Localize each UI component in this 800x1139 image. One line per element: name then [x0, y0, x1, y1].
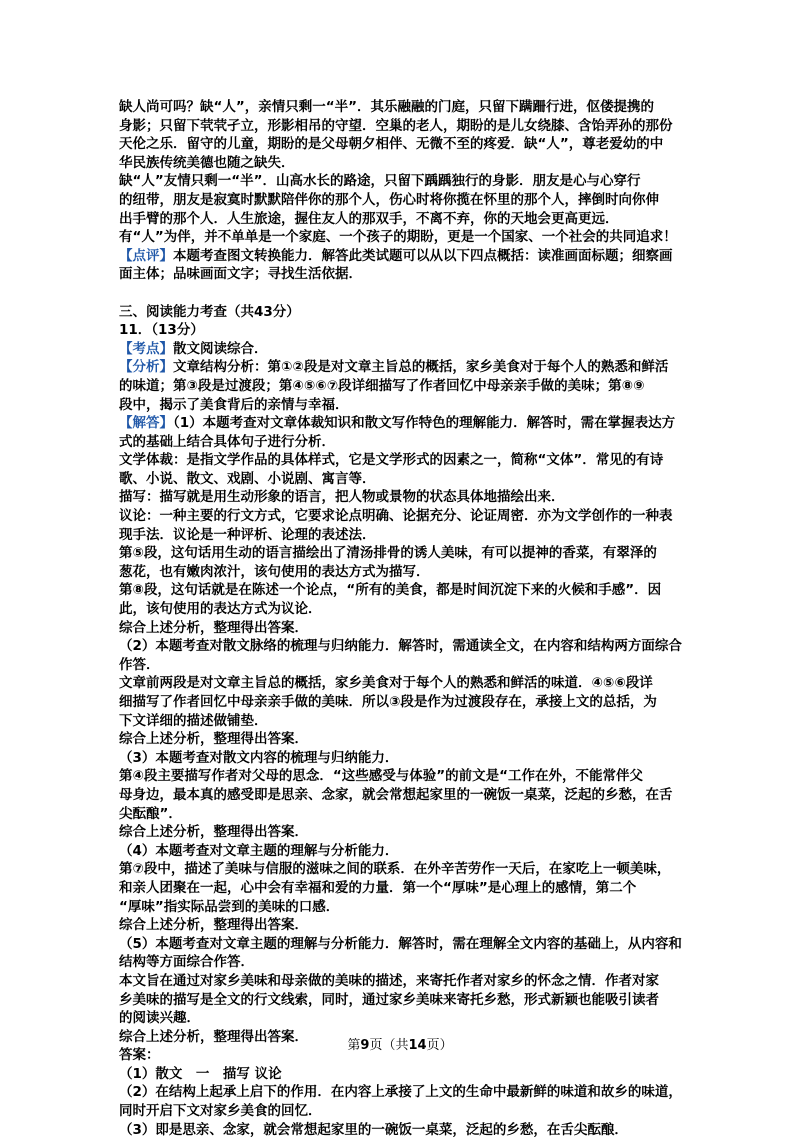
- line-text: 本文旨在通过对家乡美味和母亲做的美味的描述，来寄托作者对家乡的怀念之情．作者对家: [119, 972, 659, 989]
- text-line: [119, 730, 689, 749]
- line-text: 第⑤段，这句话用生动的语言描绘出了清汤排骨的诱人美味，有可以提神的香菜，有翠泽的: [119, 545, 657, 562]
- text-line: [119, 154, 689, 173]
- text-line: [119, 563, 689, 582]
- text-line: [119, 1083, 689, 1102]
- line-text: 面主体；品味画面文字；寻找生活依据．: [119, 266, 362, 283]
- text-line: [119, 433, 689, 452]
- text-line: [119, 247, 689, 266]
- footer-total-pages: 14: [408, 1038, 427, 1053]
- text-line: [119, 377, 689, 396]
- line-text: 本题考查图文转换能力．解答此类试题可以从以下四点概括：读准画面标题；细察画: [173, 247, 673, 264]
- line-text: 结构等方面综合作答．: [119, 954, 254, 971]
- text-line: [119, 117, 689, 136]
- text-line: [119, 396, 689, 415]
- line-text: 议论：一种主要的行文方式，它要求论点明确、论据充分、论证周密．亦为文学创作的一种表: [119, 508, 673, 525]
- line-text: 综合上述分析，整理得出答案．: [119, 1028, 308, 1045]
- section-tag: 【考点】: [119, 340, 173, 357]
- text-line: [119, 1065, 689, 1084]
- line-text: 细描写了作者回忆中母亲亲手做的美味．所以③段是作为过渡段存在，承接上文的总括，为: [119, 694, 657, 710]
- line-text: （3）本题考查对散文内容的梳理与归纳能力．: [119, 749, 399, 766]
- line-text: 的纽带，朋友是寂寞时默默陪伴你的那个人，伤心时将你揽在怀里的那个人，摔倒时向你伸: [119, 191, 659, 208]
- footer-prefix: 第: [347, 1038, 361, 1053]
- text-line: [119, 544, 689, 563]
- line-text: （1）散文 一 描写 议论: [119, 1065, 282, 1082]
- line-text: （1）本题考查对文章体裁知识和散文写作特色的理解能力．解答时，需在掌握表达方: [173, 415, 676, 432]
- text-line: [119, 98, 689, 117]
- line-text: 和亲人团聚在一起，心中会有幸福和爱的力量．第一个“厚味”是心理上的感情，第二个: [119, 879, 637, 896]
- text-line: [119, 898, 689, 917]
- line-text: （5）本题考查对文章主题的理解与分析能力．解答时，需在理解全文内容的基础上，从内容和: [119, 935, 682, 952]
- line-text: 歌、小说、散文、戏剧、小说剧、寓言等．: [119, 470, 376, 487]
- text-line: [119, 284, 689, 303]
- line-text: 综合上述分析，整理得出答案．: [119, 824, 308, 841]
- text-line: [119, 526, 689, 545]
- line-text: 华民族传统美德也随之缺失．: [119, 154, 295, 171]
- text-line: [119, 656, 689, 675]
- text-line: [119, 358, 689, 377]
- text-line: [119, 916, 689, 935]
- text-line: [119, 693, 689, 712]
- line-text: 第④段主要描写作者对父母的思念．“这些感受与体验”的前文是“工作在外，不能常伴父: [119, 768, 644, 785]
- text-line: [119, 935, 689, 954]
- text-line: [119, 767, 689, 786]
- line-text: 段中，揭示了美食背后的亲情与幸福．: [119, 396, 349, 413]
- text-line: [119, 414, 689, 433]
- line-text: 文章结构分析：第①②段是对文章主旨总的概括，家乡美食对于每个人的熟悉和鲜活: [173, 359, 669, 376]
- text-line: [119, 879, 689, 898]
- text-line: [119, 507, 689, 526]
- line-text: 同时开启下文对家乡美食的回忆．: [119, 1103, 322, 1120]
- text-line: [119, 172, 689, 191]
- line-text: 出手臂的那个人．人生旅途，握住友人的那双手，不离不弃，你的天地会更高更远．: [119, 210, 619, 227]
- footer-suffix: 页）: [426, 1038, 453, 1053]
- text-line: [119, 451, 689, 470]
- line-text: 第⑦段中，描述了美味与信服的滋味之间的联系．在外辛苦劳作一天后，在家吃上一顿美味，: [119, 861, 671, 878]
- text-line: [119, 619, 689, 638]
- line-text: 综合上述分析，整理得出答案．: [119, 731, 308, 748]
- line-text: （2）本题考查对散文脉络的梳理与归纳能力．解答时，需通读全文，在内容和结构两方面综合: [119, 638, 682, 655]
- line-text: 尖酝酿”．: [119, 805, 182, 822]
- text-line: [119, 823, 689, 842]
- line-text: 有“人”为伴，并不单单是一个家庭、一个孩子的期盼，更是一个国家、一个社会的共同追求！: [119, 229, 677, 246]
- line-text: 文章前两段是对文章主旨总的概括，家乡美食对于每个人的熟悉和鲜活的味道．④⑤⑥段详: [119, 675, 653, 692]
- line-text: 描写：描写就是用生动形象的语言，把人物或景物的状态具体地描绘出来．: [119, 489, 565, 506]
- line-text: 的味道；第③段是过渡段；第④⑤⑥⑦段详细描写了作者回忆中母亲亲手做的美味；第⑧⑨: [119, 377, 645, 394]
- line-text: 乡美味的描写是全文的行文线索，同时，通过家乡美味来寄托乡愁，形式新颖也能吸引读者: [119, 991, 659, 1008]
- text-line: [119, 488, 689, 507]
- line-text: （4）本题考查对文章主题的理解与分析能力．: [119, 842, 399, 859]
- text-line: [119, 786, 689, 805]
- section-tag: 【解答】: [119, 415, 173, 432]
- text-line: [119, 972, 689, 991]
- line-text: 第⑧段，这句话就是在陈述一个论点，“所有的美食，都是时间沉淀下来的火候和手感”．因: [119, 582, 662, 599]
- line-text: （3）即是思亲、念家，就会常想起家里的一碗饭一桌菜，泛起的乡愁，在舌尖酝酿．: [119, 1121, 628, 1138]
- text-line: [119, 210, 689, 229]
- line-text: 文学体裁：是指文学作品的具体样式，它是文学形式的因素之一，简称“文体”．常见的有诗: [119, 452, 664, 469]
- text-line: [119, 600, 689, 619]
- text-line: [119, 637, 689, 656]
- line-text: 葱花，也有嫩肉浓汁，该句使用的表达方式为描写．: [119, 563, 430, 580]
- line-text: 11．（13分）: [119, 322, 204, 339]
- text-line: [119, 470, 689, 489]
- line-text: 的阅读兴趣．: [119, 1010, 200, 1027]
- text-line: [119, 991, 689, 1010]
- footer-mid: 页（共: [369, 1038, 409, 1053]
- line-text: 缺人尚可吗？缺“人”，亲情只剩一“半”．其乐融融的门庭，只留下蹒跚行进，伛偻提携的: [119, 99, 654, 115]
- section-tag: 【点评】: [119, 247, 173, 264]
- line-text: 答案：: [119, 1047, 160, 1064]
- text-line: [119, 674, 689, 693]
- text-line: [119, 1102, 689, 1121]
- text-line: [119, 712, 689, 731]
- line-text: 下文详细的描述做铺垫．: [119, 712, 268, 729]
- text-line: [119, 805, 689, 824]
- line-text: “厚味”指实际品尝到的美味的口感．: [119, 898, 340, 915]
- line-text: 三、阅读能力考查（共43分）: [119, 303, 300, 320]
- text-line: [119, 1009, 689, 1028]
- page-footer: [0, 1034, 800, 1053]
- line-text: 综合上述分析，整理得出答案．: [119, 619, 308, 636]
- text-line: [119, 1121, 689, 1139]
- line-text: 天伦之乐．留守的儿童，期盼的是父母朝夕相伴、无微不至的疼爱．缺“人”，尊老爱幼的中: [119, 136, 664, 153]
- text-line: [119, 303, 689, 322]
- page-content: [119, 98, 689, 1139]
- line-text: 母身边，最本真的感受即是思亲、念家，就会常想起家里的一碗饭一桌菜，泛起的乡愁，在舌: [119, 786, 673, 803]
- line-text: 作答．: [119, 656, 160, 673]
- footer-page-number: 9: [360, 1038, 370, 1053]
- text-line: [119, 321, 689, 340]
- line-text: 现手法．议论是一种评析、论理的表述法．: [119, 526, 376, 543]
- text-line: [119, 265, 689, 284]
- line-text: 散文阅读综合．: [173, 340, 268, 357]
- line-text: （2）在结构上起承上启下的作用．在内容上承接了上文的生命中最新鲜的味道和故乡的味道，: [119, 1084, 682, 1101]
- text-line: [119, 191, 689, 210]
- text-line: [119, 135, 689, 154]
- line-text: 此，该句使用的表达方式为议论．: [119, 601, 322, 618]
- line-text: 缺“人”友情只剩一“半”．山高水长的路途，只留下踽踽独行的身影．朋友是心与心穿行: [119, 173, 641, 190]
- section-tag: 【分析】: [119, 359, 173, 376]
- text-line: [119, 860, 689, 879]
- text-line: [119, 581, 689, 600]
- text-line: [119, 749, 689, 768]
- line-text: 身影；只留下茕茕孑立，形影相吊的守望．空巢的老人，期盼的是儿女绕膝、含饴弄孙的那份: [119, 117, 673, 134]
- text-line: [119, 228, 689, 247]
- line-text: 式的基础上结合具体句子进行分析．: [119, 433, 335, 450]
- text-line: [119, 842, 689, 861]
- text-line: [119, 953, 689, 972]
- line-text: 综合上述分析，整理得出答案．: [119, 917, 308, 934]
- text-line: [119, 340, 689, 359]
